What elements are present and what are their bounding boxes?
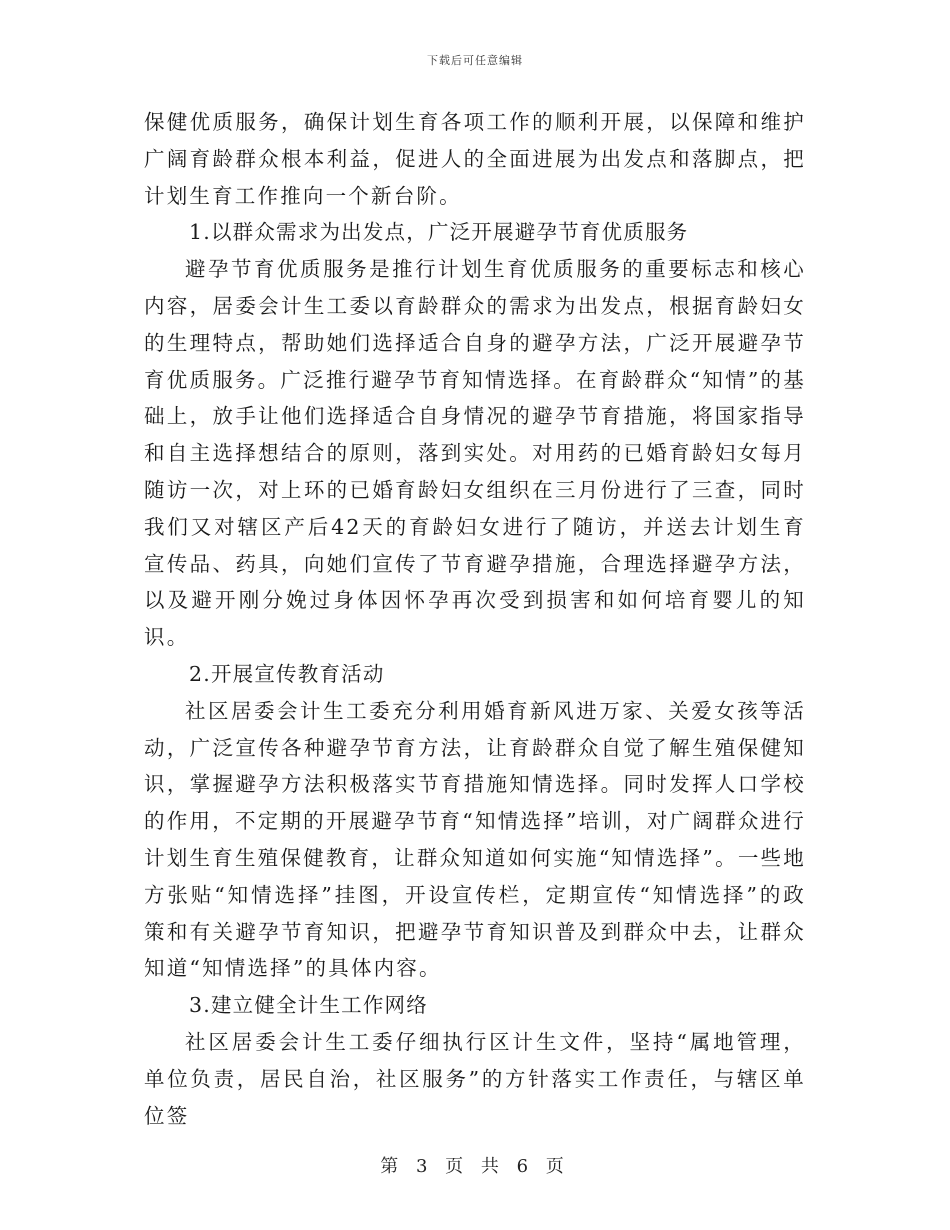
section-1-paragraph: 避孕节育优质服务是推行计划生育优质服务的重要标志和核心内容，居委会计生工委以育龄群众的需求为出发点，根据育龄妇女的生理特点，帮助她们选择适合自身的避孕方法，广泛开展避孕节育优质服务。广泛推行避孕节育知情选择。在育龄群众“知情”的基础上，放手让他们选择适合自身情况的避孕节育措施，将国家指导和自主选择想结合的原则，落到实处。对用药的已婚育龄妇女每月随访一次，对上环的已婚育龄妇女组织在三月份进行了三查，同时我们又对辖区产后42天的育龄妇女进行了随访，并送去计划生育宣传品、药具，向她们宣传了节育避孕措施，合理选择避孕方法，以及避开刚分娩过身体因怀孕再次受到损害和如何培育婴儿的知识。: [144, 257, 806, 650]
section-2-paragraph: 社区居委会计生工委充分利用婚育新风进万家、关爱女孩等活动，广泛宣传各种避孕节育方法，让育龄群众自觉了解生殖保健知识，掌握避孕方法积极落实节育措施知情选择。同时发挥人口学校的作用，不定期的开展避孕节育“知情选择”培训，对广阔群众进行计划生育生殖保健教育，让群众知道如何实施“知情选择”。一些地方张贴“知情选择”挂图，开设宣传栏，定期宣传“知情选择”的政策和有关避孕节育知识，把避孕节育知识普及到群众中去，让群众知道“知情选择”的具体内容。: [144, 698, 806, 981]
section-2-heading: 2.开展宣传教育活动: [189, 661, 385, 686]
page-number-footer: 第 3 页 共 6 页: [380, 1156, 570, 1177]
intro-paragraph: 保健优质服务，确保计划生育各项工作的顺利开展，以保障和维护广阔育龄群众根本利益，促进人的全面进展为出发点和落脚点，把计划生育工作推向一个新台阶。: [144, 110, 806, 208]
document-body: [144, 104, 806, 1134]
section-1-heading: 1.以群众需求为出发点，广泛开展避孕节育优质服务: [189, 220, 689, 245]
section-3-heading: 3.建立健全计生工作网络: [189, 993, 428, 1018]
header-note: 下载后可任意编辑: [427, 54, 523, 67]
section-3-paragraph: 社区居委会计生工委仔细执行区计生文件，坚持“属地管理，单位负责，居民自治，社区服务”的方针落实工作责任，与辖区单位签: [144, 1029, 806, 1128]
